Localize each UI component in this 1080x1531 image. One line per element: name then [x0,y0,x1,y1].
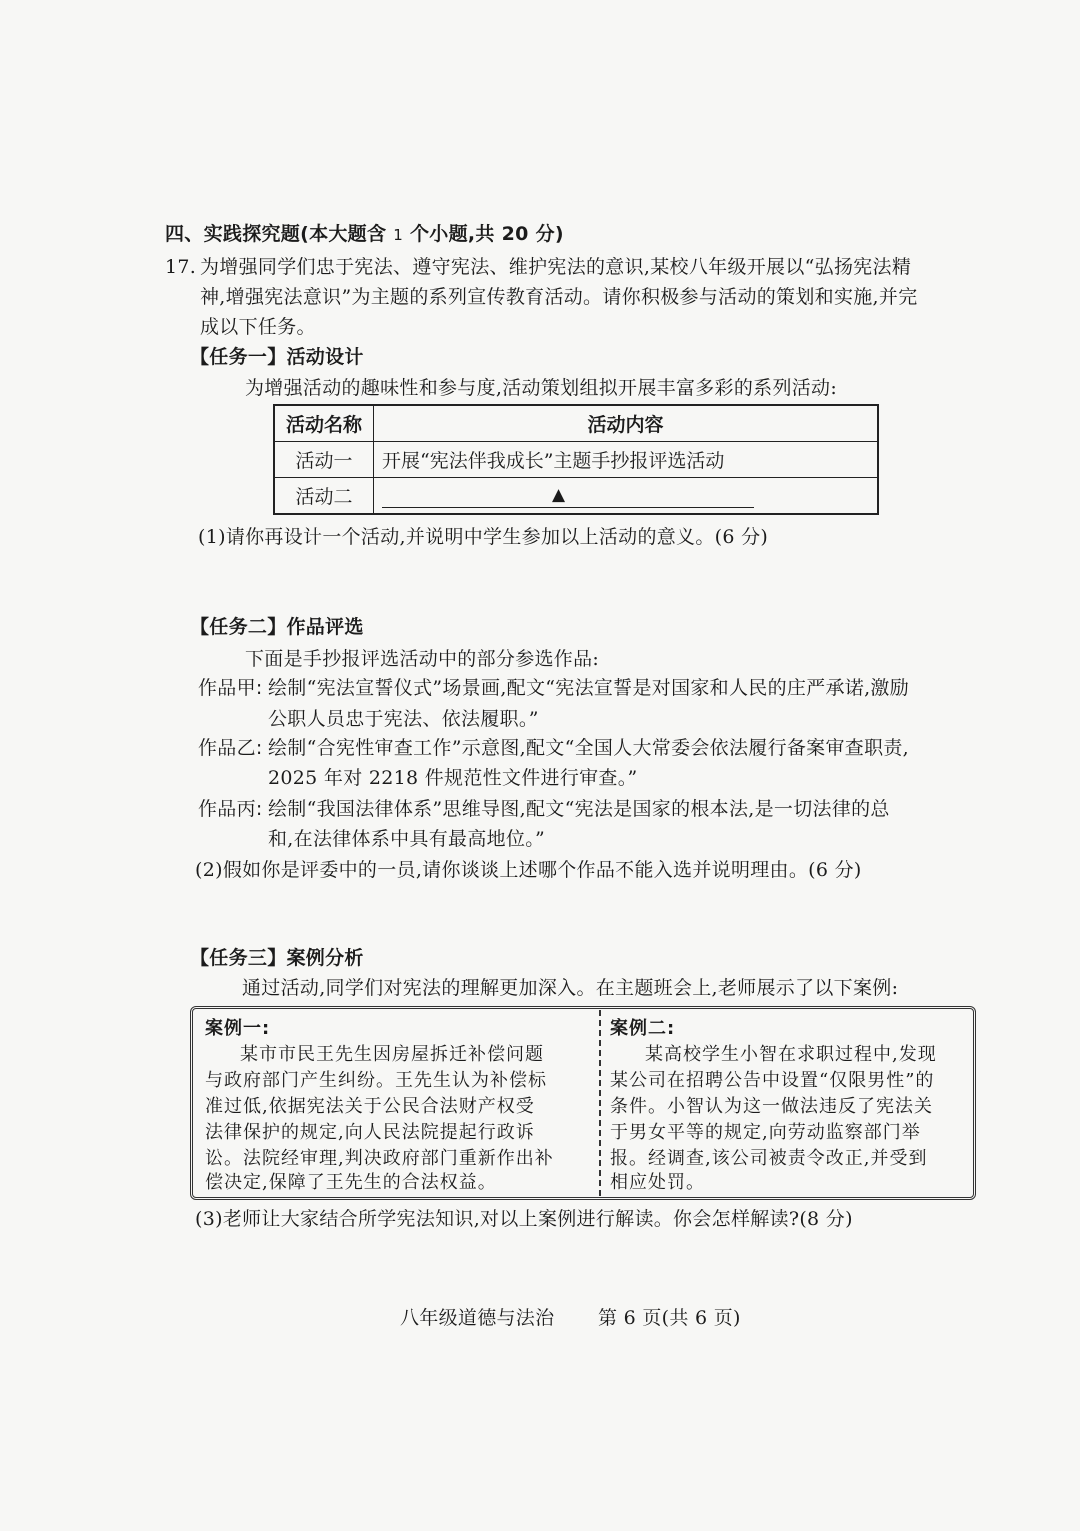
work-c-line-2: 和,在法律体系中具有最高地位。” [268,828,546,850]
activity-row-2 [274,478,878,515]
activity-row-1 [274,442,878,478]
task2-description: 下面是手抄报评选活动中的部分参选作品: [245,648,600,670]
footer-page-number: 第 6 页(共 6 页) [598,1307,741,1329]
work-a-line-1: 绘制“宪法宣誓仪式”场景画,配文“宪法宣誓是对国家和人民的庄严承诺,激励 [268,677,910,699]
work-b-label: 作品乙: [198,737,263,759]
work-c-line-1: 绘制“我国法律体系”思维导图,配文“宪法是国家的根本法,是一切法律的总 [268,798,890,820]
question-number: 17. [165,256,197,278]
case2-line-6: 相应处罚。 [610,1172,705,1193]
case1-line-4: 法律保护的规定,向人民法院提起行政诉 [205,1122,535,1143]
case2-line-1: 某高校学生小智在求职过程中,发现 [645,1044,937,1065]
task2-question: (2)假如你是评委中的一员,请你谈谈上述哪个作品不能入选并说明理由。(6 分) [195,859,862,881]
case2-title: 案例二: [610,1018,676,1039]
case1-title: 案例一: [205,1018,271,1039]
section-heading-count: 1 [393,226,404,244]
task1-description: 为增强活动的趣味性和参与度,活动策划组拟开展丰富多彩的系列活动: [245,377,838,399]
task2-title: 【任务二】作品评选 [190,616,364,638]
case2-line-2: 某公司在招聘公告中设置“仅限男性”的 [610,1070,935,1091]
activity-1-name: 活动一 [274,442,374,478]
activity-2-content [374,478,879,515]
work-a-line-2: 公职人员忠于宪法、依法履职。” [268,708,539,730]
task3-title: 【任务三】案例分析 [190,947,364,969]
table-header-content: 活动内容 [374,405,879,442]
case2-line-4: 于男女平等的规定,向劳动监察部门举 [610,1122,921,1143]
table-header-name: 活动名称 [274,405,374,442]
footer-subject: 八年级道德与法治 [400,1307,555,1329]
activity-table-header-row [274,405,878,442]
case1-line-6: 偿决定,保障了王先生的合法权益。 [205,1172,497,1193]
section-heading-score: 个小题,共 20 分) [409,223,564,245]
triangle-marker-icon: ▲ [552,485,566,505]
case1-line-2: 与政府部门产生纠纷。王先生认为补偿标 [205,1070,547,1091]
activity-2-name: 活动二 [274,478,374,515]
section-heading [165,219,564,250]
case-box-divider [599,1010,601,1196]
case2-line-3: 条件。小智认为这一做法违反了宪法关 [610,1096,933,1117]
work-b-line-1: 绘制“合宪性审查工作”示意图,配文“全国人大常委会依法履行备案审查职责, [268,737,910,759]
work-b-line-2: 2025 年对 2218 件规范性文件进行审查。” [268,767,638,789]
question-intro-line-3: 成以下任务。 [200,316,316,338]
case2-line-5: 报。经调查,该公司被责令改正,并受到 [610,1148,928,1169]
activity-1-content: 开展“宪法伴我成长”主题手抄报评选活动 [374,442,879,478]
work-c-label: 作品丙: [198,798,263,820]
task3-question: (3)老师让大家结合所学宪法知识,对以上案例进行解读。你会怎样解读?(8 分) [195,1208,853,1230]
task1-question: (1)请你再设计一个活动,并说明中学生参加以上活动的意义。(6 分) [198,526,769,548]
case1-line-1: 某市市民王先生因房屋拆迁补偿问题 [240,1044,544,1065]
case1-line-5: 讼。法院经审理,判决政府部门重新作出补 [205,1148,554,1169]
question-intro-line-1: 为增强同学们忠于宪法、遵守宪法、维护宪法的意识,某校八年级开展以“弘扬宪法精 [200,256,912,278]
case1-line-3: 准过低,依据宪法关于公民合法财产权受 [205,1096,535,1117]
task3-description: 通过活动,同学们对宪法的理解更加深入。在主题班会上,老师展示了以下案例: [242,977,899,999]
work-a-label: 作品甲: [198,677,263,699]
task1-title: 【任务一】活动设计 [190,346,364,368]
question-intro-line-2: 神,增强宪法意识”为主题的系列宣传教育活动。请你积极参与活动的策划和实施,并完 [200,286,918,308]
section-heading-text: 四、实践探究题(本大题含 [165,223,387,245]
activity-table [273,404,879,515]
answer-blank-line [382,483,754,508]
